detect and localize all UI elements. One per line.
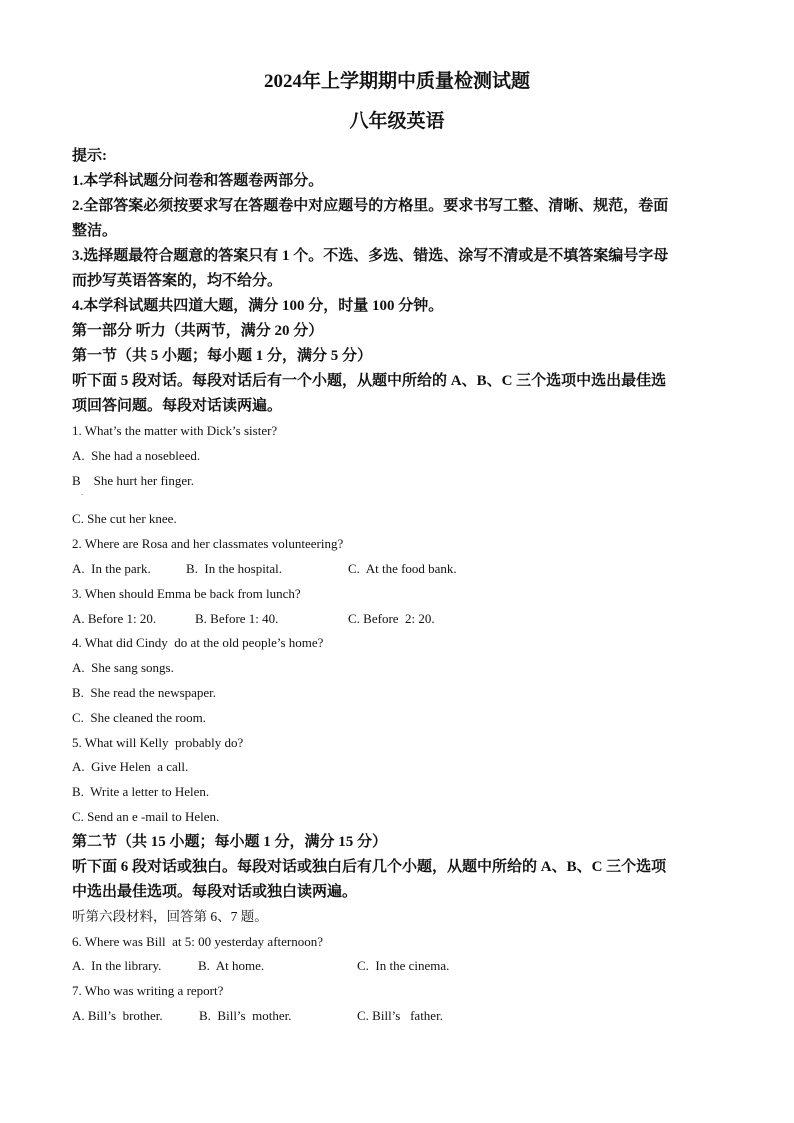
question-6-options (72, 954, 722, 979)
section1-instruction-2: 项回答问题。每段对话读两遍。 (72, 398, 283, 414)
section1-instruction-1: 听下面 5 段对话。每段对话后有一个小题，从题中所给的 A、B、C 三个选项中选出最佳选 (72, 373, 667, 389)
exam-title: 2024年上学期期中质量检测试题 (263, 71, 530, 92)
section2-instruction-1: 听下面 6 段对话或独白。每段对话或独白后有几个小题，从题中所给的 A、B、C 三个选项 (72, 858, 667, 875)
question-2-stem: 2. Where are Rosa and her classmates volunteering? (72, 536, 344, 552)
question-7-option-b: B. Bill’s mother. (199, 1007, 292, 1023)
notice-item-2: 2.全部答案必须按要求写在答题卷中对应题号的方格里。要求书写工整、清晰、规范，卷面 (72, 198, 669, 214)
question-7 (72, 979, 722, 1029)
question-6-stem: 6. Where was Bill at 5: 00 yesterday afternoon? (72, 933, 324, 949)
notice-item-2-cont: 整洁。 (72, 223, 118, 239)
question-2-options (72, 557, 722, 582)
section1-heading: 第一节（共 5 小题；每小题 1 分，满分 5 分） (72, 348, 373, 364)
exam-subtitle: 八年级英语 (349, 111, 445, 132)
question-6-option-c: C. In the cinema. (357, 958, 450, 974)
question-6-option-b: B. At home. (198, 958, 265, 974)
question-2-option-b: B. In the hospital. (186, 560, 283, 576)
section2-heading: 第二节（共 15 小题；每小题 1 分，满分 15 分） (72, 833, 388, 850)
question-2 (72, 532, 722, 582)
question-2-option-a: A. In the park. (72, 560, 151, 576)
question-5 (72, 731, 722, 830)
question-2-option-c: C. At the food bank. (348, 560, 457, 576)
notice-block (72, 144, 722, 319)
notice-item-3: 3.选择题最符合题意的答案只有 1 个。不选、多选、错选、涂写不清或是不填答案编号字母 (72, 248, 669, 264)
question-1-option-b: B She hurt her finger. (72, 472, 195, 488)
notice-item-4: 4.本学科试题共四道大题，满分 100 分，时量 100 分钟。 (72, 298, 444, 314)
section2-instruction-2: 中选出最佳选项。每段对话或独白读两遍。 (72, 883, 358, 900)
question-3 (72, 582, 722, 632)
question-5-option-b: B. Write a letter to Helen. (72, 784, 210, 800)
question-3-option-c: C. Before 2: 20. (348, 610, 435, 626)
question-3-option-b: B. Before 1: 40. (195, 610, 279, 626)
question-5-stem: 5. What will Kelly probably do? (72, 734, 244, 750)
question-6 (72, 930, 722, 980)
exam-page (72, 66, 722, 1029)
question-3-options (72, 607, 722, 632)
question-7-options (72, 1004, 722, 1029)
notice-item-3-cont: 而抄写英语答案的，均不给分。 (72, 273, 283, 289)
question-1-option-a: A. She had a nosebleed. (72, 447, 201, 463)
question-3-option-a: A. Before 1: 20. (72, 610, 157, 626)
question-4-option-c: C. She cleaned the room. (72, 709, 206, 725)
question-4-option-a: A. She sang songs. (72, 660, 174, 676)
notice-item-1: 1.本学科试题分问卷和答题卷两部分。 (72, 173, 324, 189)
stray-dot-mark: . (81, 487, 83, 497)
question-1-stem: 1. What’s the matter with Dick’s sister? (72, 423, 278, 438)
question-4-option-b: B. She read the newspaper. (72, 684, 217, 700)
part1-heading: 第一部分 听力（共两节，满分 20 分） (72, 323, 324, 339)
question-5-option-c: C. Send an e -mail to Helen. (72, 808, 220, 824)
question-7-stem: 7. Who was writing a report? (72, 983, 224, 999)
question-3-stem: 3. When should Emma be back from lunch? (72, 585, 301, 601)
notice-heading: 提示: (72, 148, 107, 164)
question-4 (72, 631, 722, 730)
question-4-stem: 4. What did Cindy do at the old people’s home? (72, 635, 324, 651)
question-1 (72, 419, 722, 532)
question-1-option-c: C. She cut her knee. (72, 511, 177, 527)
question-5-option-a: A. Give Helen a call. (72, 759, 189, 775)
question-7-option-a: A. Bill’s brother. (72, 1007, 163, 1023)
material-note: 听第六段材料，回答第 6、7 题。 (72, 908, 268, 924)
question-6-option-a: A. In the library. (72, 958, 162, 974)
question-7-option-c: C. Bill’s father. (357, 1007, 443, 1023)
